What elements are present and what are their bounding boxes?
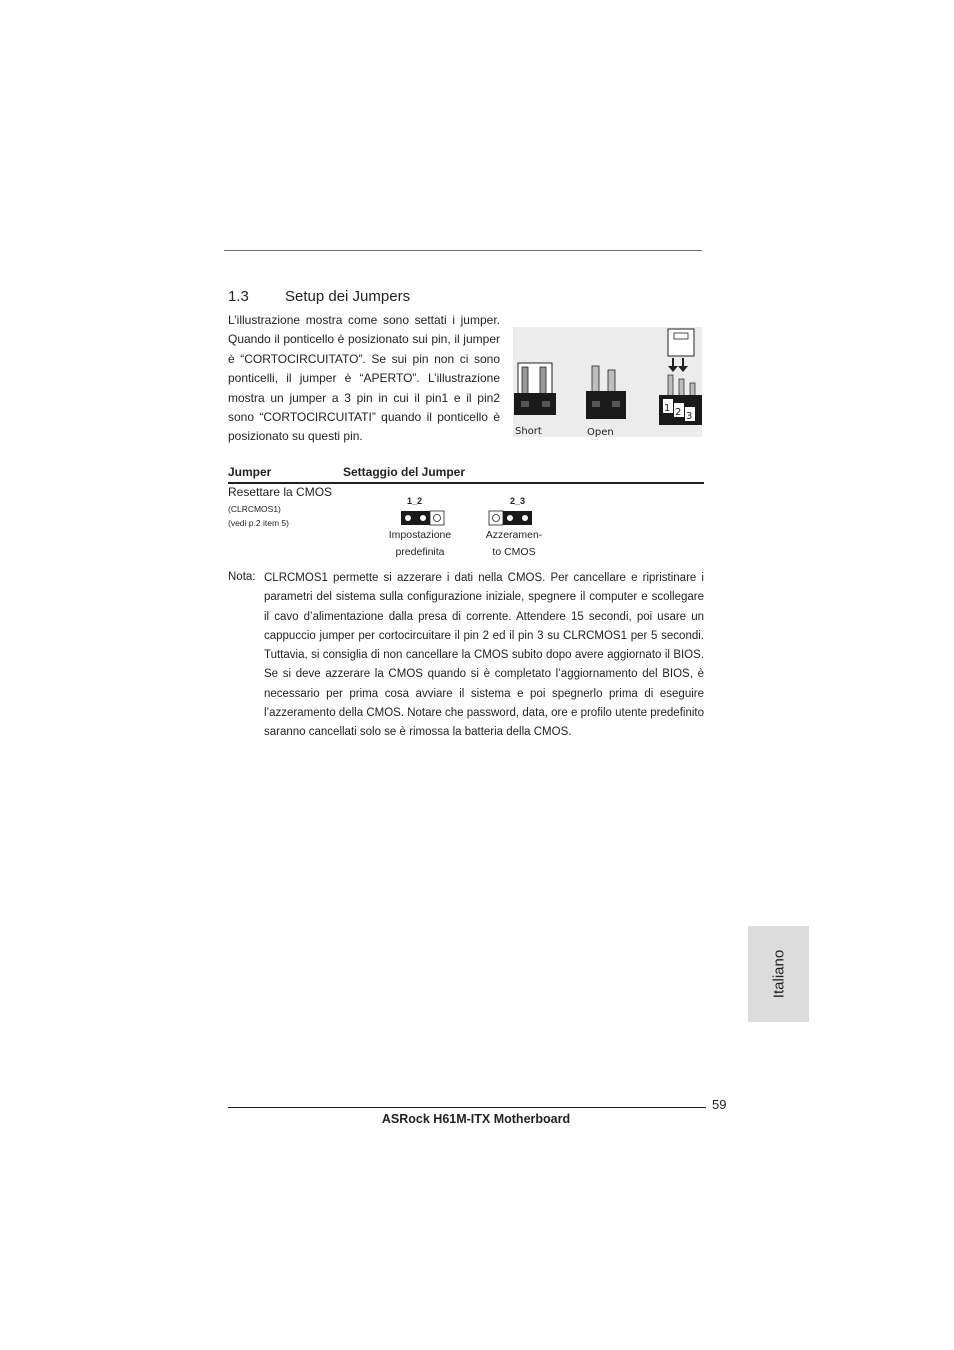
open-label: Open: [587, 427, 614, 437]
open-jumper-graphic: [586, 366, 626, 419]
row-subtitle-ref: (vedi p.2 item 5): [228, 518, 289, 528]
jumper-illustration-graphic: [513, 327, 702, 437]
jumper-illustration: [513, 327, 702, 437]
intro-paragraph: L’illustrazione mostra come sono settati i jumper. Quando il ponticello è posizionato sui pin, il jumper è “CORTOCIRCUITATO”. Se sui pin non ci sono ponticelli, il jumper è “APERTO”. L’illustrazione mostra un jumper a 3 pin in cui il pin1 e il pin2 sono “CORTOCIRCUITATI” quando il ponticello è posizionato su questi pin.: [228, 313, 500, 444]
table-header-jumper: Jumper: [228, 465, 272, 479]
footer-rule: [228, 1107, 706, 1108]
note-label: Nota:: [228, 571, 256, 583]
section-number: 1.3: [228, 288, 249, 305]
setting-b-pins: 2_3: [510, 496, 526, 506]
footer-product-name: ASRock H61M-ITX Motherboard: [381, 1112, 571, 1126]
setting-b-caption: [474, 527, 554, 561]
setting-a-caption-line1: Impostazione: [388, 529, 452, 541]
language-side-tab: [748, 926, 809, 1022]
setting-a-pins: 1_2: [407, 496, 423, 506]
setting-a-caption-line2: predefinita: [395, 546, 445, 558]
table-header-rule: [228, 482, 704, 484]
table-header-setting: Settaggio del Jumper: [343, 465, 466, 479]
short-jumper-graphic: [514, 363, 556, 415]
setting-b-caption-line1: Azzeramen-: [485, 529, 543, 541]
note-text: CLRCMOS1 permette si azzerare i dati nella CMOS. Per cancellare e ripristinare i parametri del sistema sulla configurazione iniziale, spegnere il computer e scollegare il cavo d’alimentazione dalla presa di corrente. Attendere 15 secondi, poi usare un cappuccio jumper per cortocircuitare il pin 2 ed il pin 3 su CLRCMOS1 per 5 secondi. Tuttavia, si consiglia di non cancellare la CMOS subito dopo avere aggiornato il BIOS. Se si deve azzerare la CMOS quando si è completato l’aggiornamento del BIOS, è necessario per prima cosa avviare il sistema e poi spegnerlo prima di eseguire l’azzeramento della CMOS. Notare che password, data, ore e profilo utente predefinito saranno cancellati solo se è rimossa la batteria della CMOS.: [264, 572, 704, 739]
setting-b-jumper-icon: [488, 510, 534, 526]
row-title: Resettare la CMOS: [228, 485, 333, 499]
setting-a-jumper-icon: [400, 510, 446, 526]
row-subtitle-id: (CLRCMOS1): [228, 504, 281, 514]
header-rule: [224, 250, 702, 251]
section-title: Setup dei Jumpers: [285, 288, 411, 305]
pin-number-2: 2: [675, 407, 682, 418]
language-side-tab-label: Italiano: [770, 949, 787, 999]
setting-a-caption: [380, 527, 460, 561]
setting-b-caption-line2: to CMOS: [492, 546, 536, 558]
page-number: 59: [712, 1097, 727, 1112]
pin-number-1: 1: [664, 403, 671, 414]
short-label: Short: [515, 426, 542, 437]
pin-number-3: 3: [686, 411, 693, 422]
